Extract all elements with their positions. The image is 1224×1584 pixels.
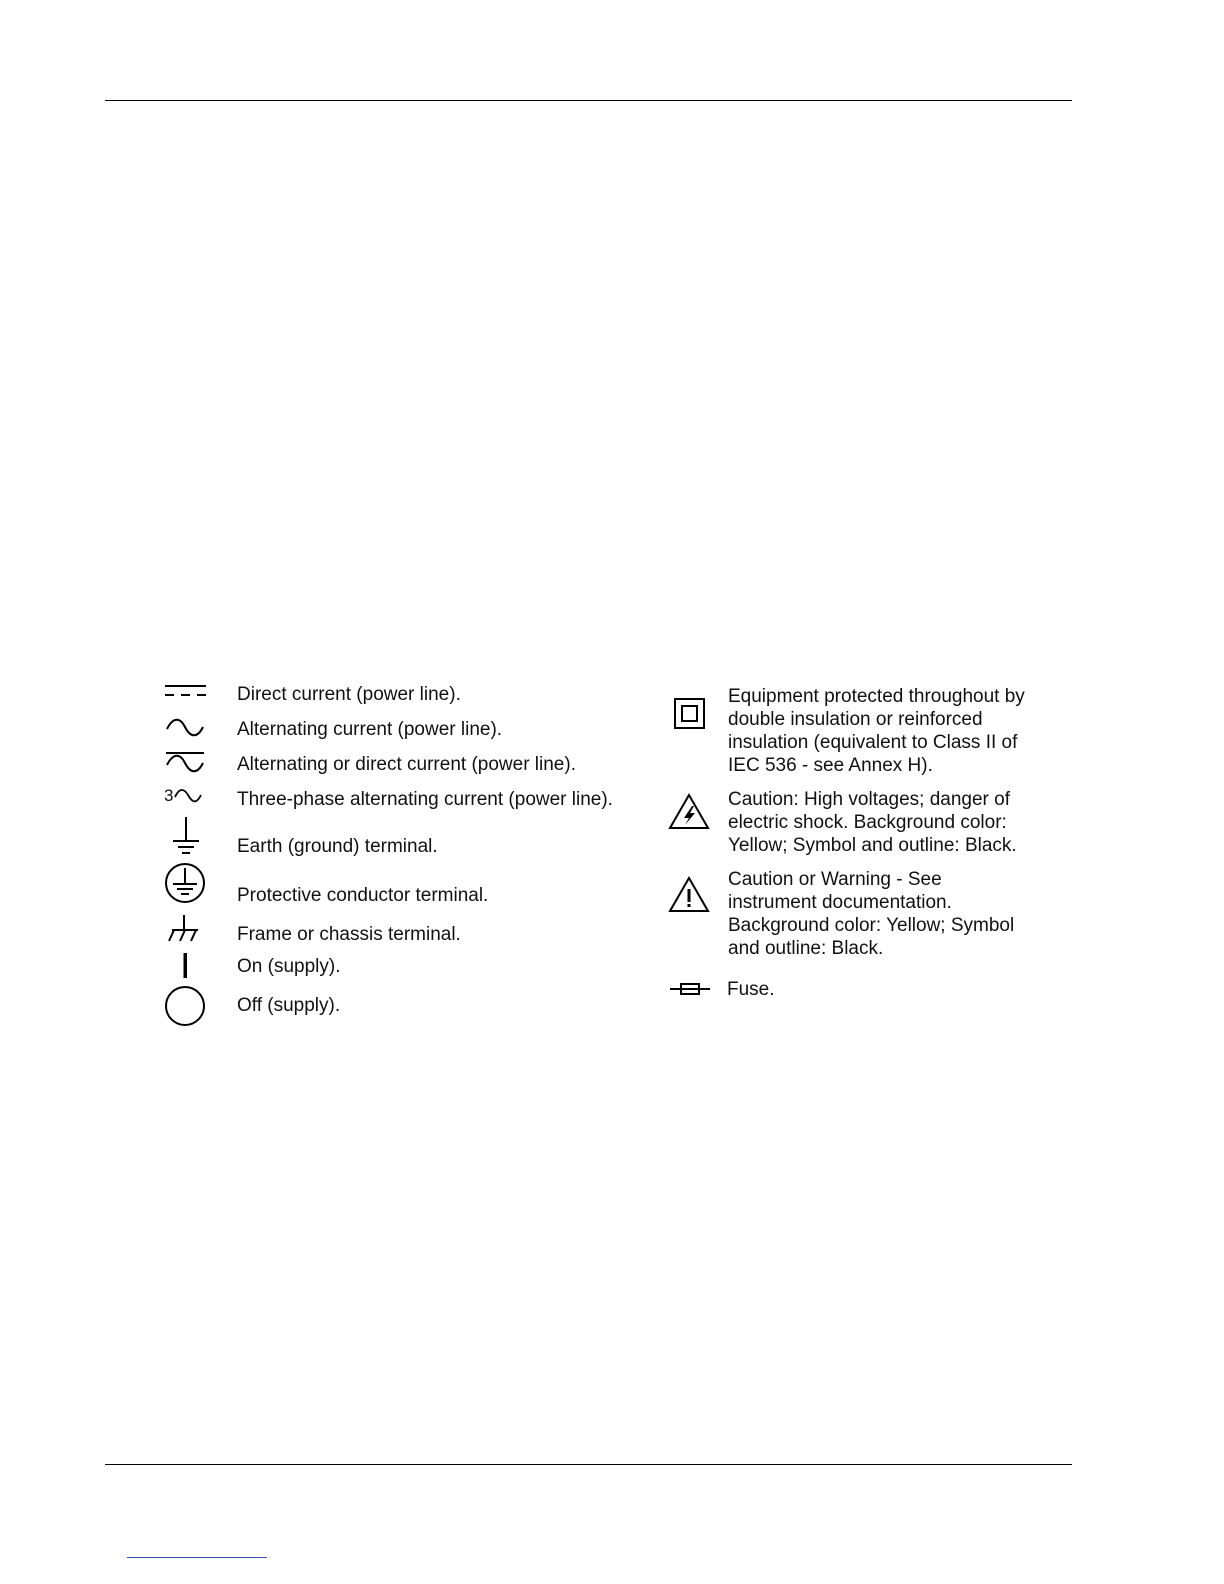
power-on-icon xyxy=(183,953,189,979)
text-caution-warning xyxy=(728,868,1014,960)
text-line: and outline: Black. xyxy=(728,938,884,959)
footer-link-underline xyxy=(127,1557,267,1558)
text-line: Background color: Yellow; Symbol xyxy=(728,915,1015,936)
text-line: Yellow; Symbol and outline: Black. xyxy=(728,835,1017,856)
text-high-voltage xyxy=(728,788,1017,857)
alternating-current-icon xyxy=(165,719,205,737)
text-double-insulation xyxy=(728,685,1025,777)
label-three-phase: Three-phase alternating current (power line). xyxy=(237,789,613,810)
text-line: Caution: High voltages; danger of xyxy=(728,789,1011,810)
label-protective-conductor: Protective conductor terminal. xyxy=(237,885,489,906)
header-rule xyxy=(105,100,1072,101)
chassis-terminal-icon xyxy=(167,914,201,944)
earth-ground-icon xyxy=(171,816,201,856)
label-power-on: On (supply). xyxy=(237,956,341,977)
label-direct-current: Direct current (power line). xyxy=(237,684,461,705)
high-voltage-icon xyxy=(669,793,711,831)
protective-conductor-icon xyxy=(164,862,208,904)
caution-warning-icon xyxy=(669,876,711,914)
label-ac-dc: Alternating or direct current (power line). xyxy=(237,754,576,775)
text-line: instrument documentation. xyxy=(728,892,952,913)
power-off-icon xyxy=(164,985,208,1027)
text-line: insulation (equivalent to Class II of xyxy=(728,732,1018,753)
footer-rule xyxy=(105,1464,1072,1465)
text-line: Fuse. xyxy=(727,979,775,1000)
direct-current-icon xyxy=(164,684,208,698)
three-phase-number: 3 xyxy=(164,786,174,805)
text-line: IEC 536 - see Annex H). xyxy=(728,755,933,776)
text-line: Equipment protected throughout by xyxy=(728,686,1025,707)
label-chassis-terminal: Frame or chassis terminal. xyxy=(237,924,461,945)
three-phase-icon xyxy=(164,786,202,806)
text-line: Caution or Warning - See xyxy=(728,869,942,890)
label-power-off: Off (supply). xyxy=(237,995,341,1016)
ac-dc-icon xyxy=(165,751,205,773)
label-earth-ground: Earth (ground) terminal. xyxy=(237,836,438,857)
text-fuse xyxy=(727,978,775,1001)
text-line: electric shock. Background color: xyxy=(728,812,1007,833)
fuse-icon xyxy=(670,982,712,996)
double-insulation-icon xyxy=(674,698,706,730)
text-line: double insulation or reinforced xyxy=(728,709,983,730)
label-alternating-current: Alternating current (power line). xyxy=(237,719,503,740)
